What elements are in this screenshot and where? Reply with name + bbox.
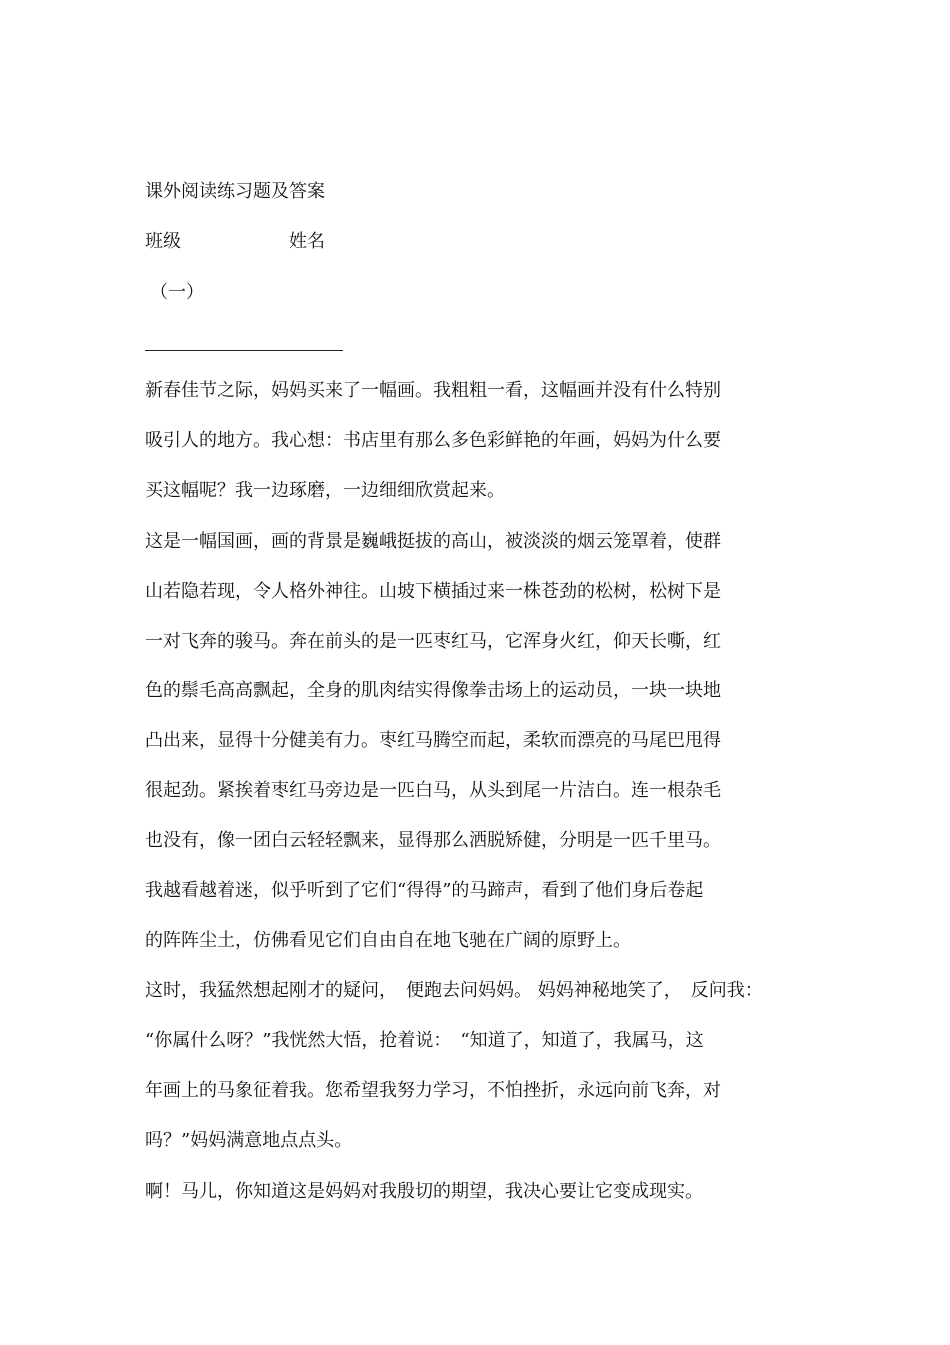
text-line: 也没有，像一团白云轻轻飘来，显得那么洒脱矫健，分明是一匹千里马。 [145,830,721,851]
document-title: 课外阅读练习题及答案 [145,181,325,202]
text-line: 色的鬃毛高高飘起，全身的肌肉结实得像拳击场上的运动员，一块一块地 [145,680,721,701]
text-line: 这时，我猛然想起刚才的疑问， 便跑去问妈妈。 妈妈神秘地笑了， 反问我： [145,980,763,1001]
text-line: 这是一幅国画，画的背景是巍峨挺拔的高山，被淡淡的烟云笼罩着，使群 [145,531,721,552]
text-line: 凸出来，显得十分健美有力。枣红马腾空而起，柔软而漂亮的马尾巴甩得 [145,730,721,751]
name-label: 姓名 [289,231,325,252]
title-underline [145,350,343,351]
text-line: 的阵阵尘土，仿佛看见它们自由自在地飞驰在广阔的原野上。 [145,930,631,951]
text-line: 新春佳节之际，妈妈买来了一幅画。我粗粗一看，这幅画并没有什么特别 [145,380,721,401]
text-line: 一对飞奔的骏马。奔在前头的是一匹枣红马，它浑身火红，仰天长嘶，红 [145,631,721,652]
text-line: 年画上的马象征着我。您希望我努力学习，不怕挫折，永远向前飞奔，对 [145,1080,721,1101]
text-line: 吗？”妈妈满意地点点头。 [145,1130,353,1151]
text-line: 买这幅呢？我一边琢磨，一边细细欣赏起来。 [145,480,505,501]
class-label: 班级 [145,231,181,252]
text-line: 我越看越着迷，似乎听到了它们“得得”的马蹄声，看到了他们身后卷起 [145,880,704,901]
text-line: 啊！马儿，你知道这是妈妈对我殷切的期望，我决心要让它变成现实。 [145,1181,703,1202]
text-line: 吸引人的地方。我心想：书店里有那么多色彩鲜艳的年画，妈妈为什么要 [145,430,721,451]
section-heading: （一） [150,282,204,303]
text-line: “你属什么呀？”我恍然大悟，抢着说： “知道了，知道了，我属马，这 [145,1030,704,1051]
text-line: 很起劲。紧挨着枣红马旁边是一匹白马，从头到尾一片洁白。连一根杂毛 [145,780,721,801]
text-line: 山若隐若现，令人格外神往。山坡下横插过来一株苍劲的松树，松树下是 [145,581,721,602]
